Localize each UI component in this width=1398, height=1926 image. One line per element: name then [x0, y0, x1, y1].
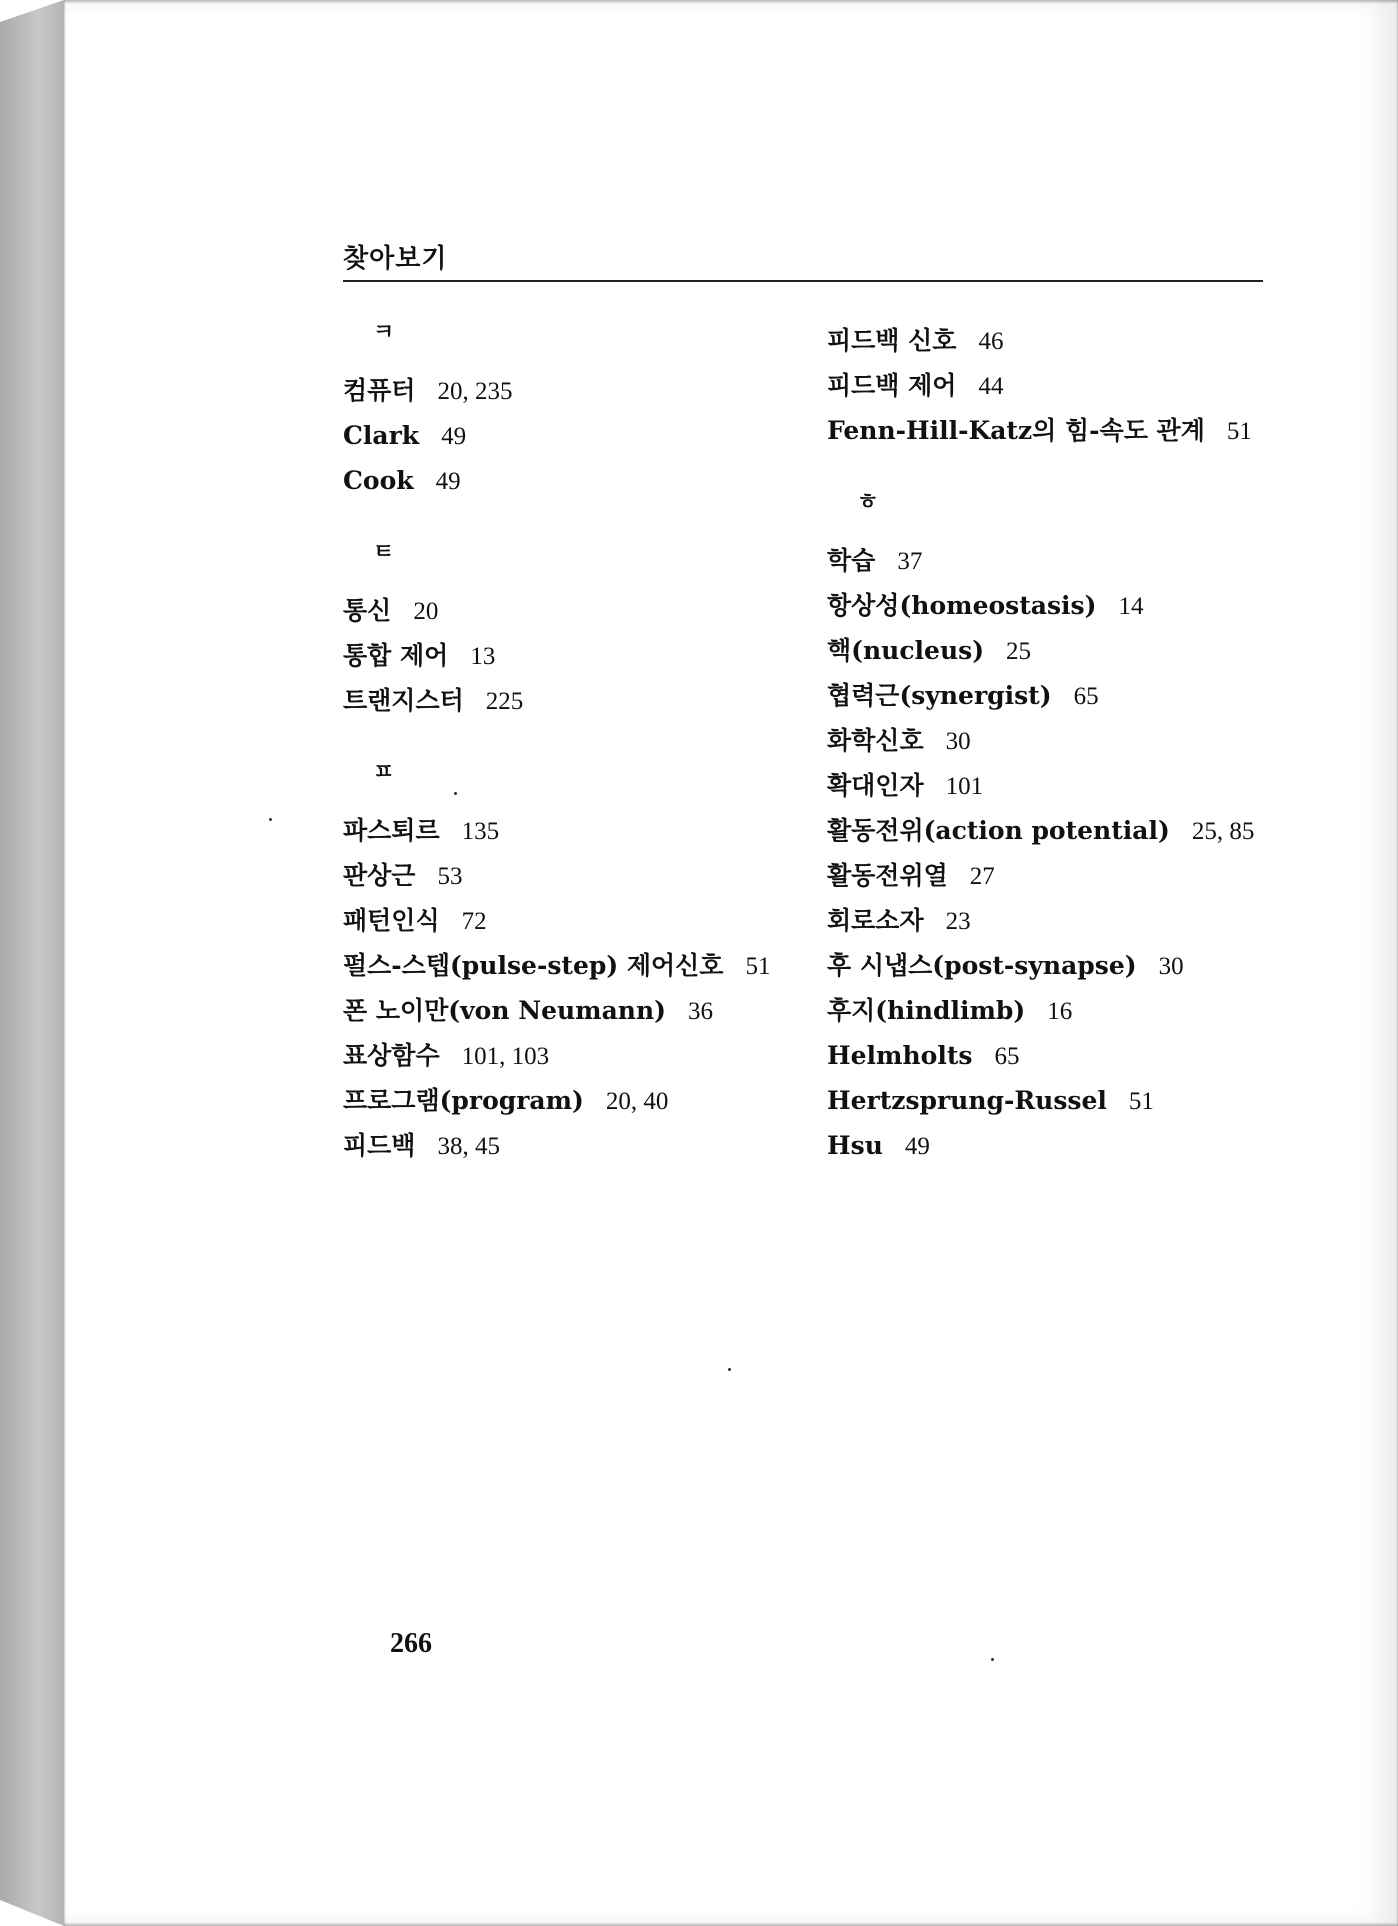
- book-spine-edge: [0, 0, 64, 1926]
- page-number: 266: [390, 1628, 432, 1659]
- section-heading: ㅋ: [373, 320, 395, 345]
- entry-term: 화학신호: [827, 726, 924, 755]
- index-entry: [343, 588, 803, 633]
- entry-pages: 65: [1073, 683, 1099, 710]
- index-column-right: [827, 318, 1307, 1168]
- entry-pages: 65: [994, 1043, 1020, 1070]
- running-title: 찾아보기: [343, 244, 448, 274]
- index-entry: [827, 318, 1307, 363]
- entry-pages: 51: [745, 953, 771, 980]
- index-entry: [827, 898, 1307, 943]
- section-heading: ㅍ: [373, 760, 395, 785]
- entry-term: Helmholts: [827, 1041, 973, 1070]
- entry-pages: 16: [1047, 998, 1073, 1025]
- entry-pages: 20, 235: [437, 378, 513, 405]
- index-entry: [343, 853, 803, 898]
- index-entry: [343, 1078, 803, 1123]
- print-speck: [728, 1368, 731, 1371]
- print-speck: [269, 818, 272, 821]
- index-entry: [343, 458, 803, 503]
- entry-term: 후 시냅스(post-synapse): [827, 951, 1137, 980]
- entry-pages: 51: [1128, 1088, 1154, 1115]
- entry-term: 패턴인식: [343, 906, 440, 935]
- index-column-left: [343, 318, 803, 1168]
- entry-term: 폰 노이만(von Neumann): [343, 996, 666, 1025]
- entry-pages: 225: [485, 688, 524, 715]
- entry-term: 확대인자: [827, 771, 924, 800]
- title-rule: [343, 280, 1263, 282]
- entry-pages: 37: [897, 548, 923, 575]
- print-speck: [991, 1658, 994, 1661]
- entry-term: Hertzsprung-Russel: [827, 1086, 1107, 1115]
- entry-pages: 23: [945, 908, 971, 935]
- index-entry: [343, 413, 803, 458]
- index-entry: [827, 363, 1307, 408]
- entry-pages: 30: [945, 728, 971, 755]
- index-entry: [827, 1033, 1307, 1078]
- index-entry: [827, 628, 1307, 673]
- entry-pages: 20, 40: [605, 1088, 669, 1115]
- index-entry: [827, 853, 1307, 898]
- entry-term: Cook: [343, 466, 414, 495]
- entry-term: 후지(hindlimb): [827, 996, 1026, 1025]
- print-speck: [454, 792, 457, 795]
- entry-term: 학습: [827, 546, 876, 575]
- entry-pages: 44: [978, 373, 1004, 400]
- entry-term: 통신: [343, 596, 392, 625]
- index-entry: [343, 1123, 803, 1168]
- index-entry: [827, 943, 1307, 988]
- entry-pages: 135: [461, 818, 500, 845]
- entry-pages: 72: [461, 908, 487, 935]
- entry-term: 피드백 신호: [827, 326, 957, 355]
- entry-term: Hsu: [827, 1131, 883, 1160]
- entry-pages: 14: [1118, 593, 1144, 620]
- entry-pages: 101: [945, 773, 984, 800]
- entry-term: 협력근(synergist): [827, 681, 1052, 710]
- entry-term: 활동전위(action potential): [827, 816, 1170, 845]
- entry-pages: 30: [1158, 953, 1184, 980]
- index-entry: [827, 763, 1307, 808]
- index-entry: [343, 1033, 803, 1078]
- entry-term: 판상근: [343, 861, 416, 890]
- entry-pages: 51: [1226, 418, 1252, 445]
- entry-term: 핵(nucleus): [827, 636, 985, 665]
- index-entry: [343, 898, 803, 943]
- entry-pages: 38, 45: [437, 1133, 500, 1160]
- entry-pages: 49: [435, 468, 461, 495]
- entry-pages: 49: [441, 423, 467, 450]
- index-entry: [827, 808, 1307, 853]
- entry-term: Clark: [343, 421, 420, 450]
- entry-term: 컴퓨터: [343, 376, 416, 405]
- entry-pages: 46: [978, 328, 1004, 355]
- entry-term: 표상함수: [343, 1041, 440, 1070]
- index-entry: [343, 943, 803, 988]
- entry-term: 통합 제어: [343, 641, 449, 670]
- entry-pages: 25, 85: [1191, 818, 1255, 845]
- entry-pages: 53: [437, 863, 463, 890]
- entry-pages: 20: [413, 598, 439, 625]
- index-entry: [827, 988, 1307, 1033]
- entry-term: 활동전위열: [827, 861, 948, 890]
- entry-pages: 25: [1006, 638, 1032, 665]
- entry-term: 파스퇴르: [343, 816, 440, 845]
- entry-term: 회로소자: [827, 906, 924, 935]
- index-entry: [343, 633, 803, 678]
- index-entry: [343, 368, 803, 413]
- entry-pages: 49: [904, 1133, 930, 1160]
- index-entry: [343, 808, 803, 853]
- entry-pages: 13: [470, 643, 496, 670]
- entry-term: 피드백: [343, 1131, 416, 1160]
- entry-pages: 36: [687, 998, 713, 1025]
- entry-term: 항상성(homeostasis): [827, 591, 1097, 620]
- entry-pages: 27: [969, 863, 995, 890]
- section-heading: ㅎ: [857, 490, 879, 515]
- index-entry: [827, 408, 1307, 453]
- entry-pages: 101, 103: [461, 1043, 550, 1070]
- entry-term: 프로그램(program): [343, 1086, 584, 1115]
- index-entry: [343, 988, 803, 1033]
- index-entry: [827, 1078, 1307, 1123]
- book-page: [64, 0, 1398, 1926]
- index-entry: [827, 673, 1307, 718]
- entry-term: Fenn-Hill-Katz의 힘-속도 관계: [827, 416, 1205, 445]
- entry-term: 펄스-스텝(pulse-step) 제어신호: [343, 951, 724, 980]
- entry-term: 피드백 제어: [827, 371, 957, 400]
- section-heading: ㅌ: [373, 540, 395, 565]
- index-entry: [827, 538, 1307, 583]
- index-entry: [827, 583, 1307, 628]
- entry-term: 트랜지스터: [343, 686, 464, 715]
- index-entry: [827, 718, 1307, 763]
- index-entry: [827, 1123, 1307, 1168]
- index-entry: [343, 678, 803, 723]
